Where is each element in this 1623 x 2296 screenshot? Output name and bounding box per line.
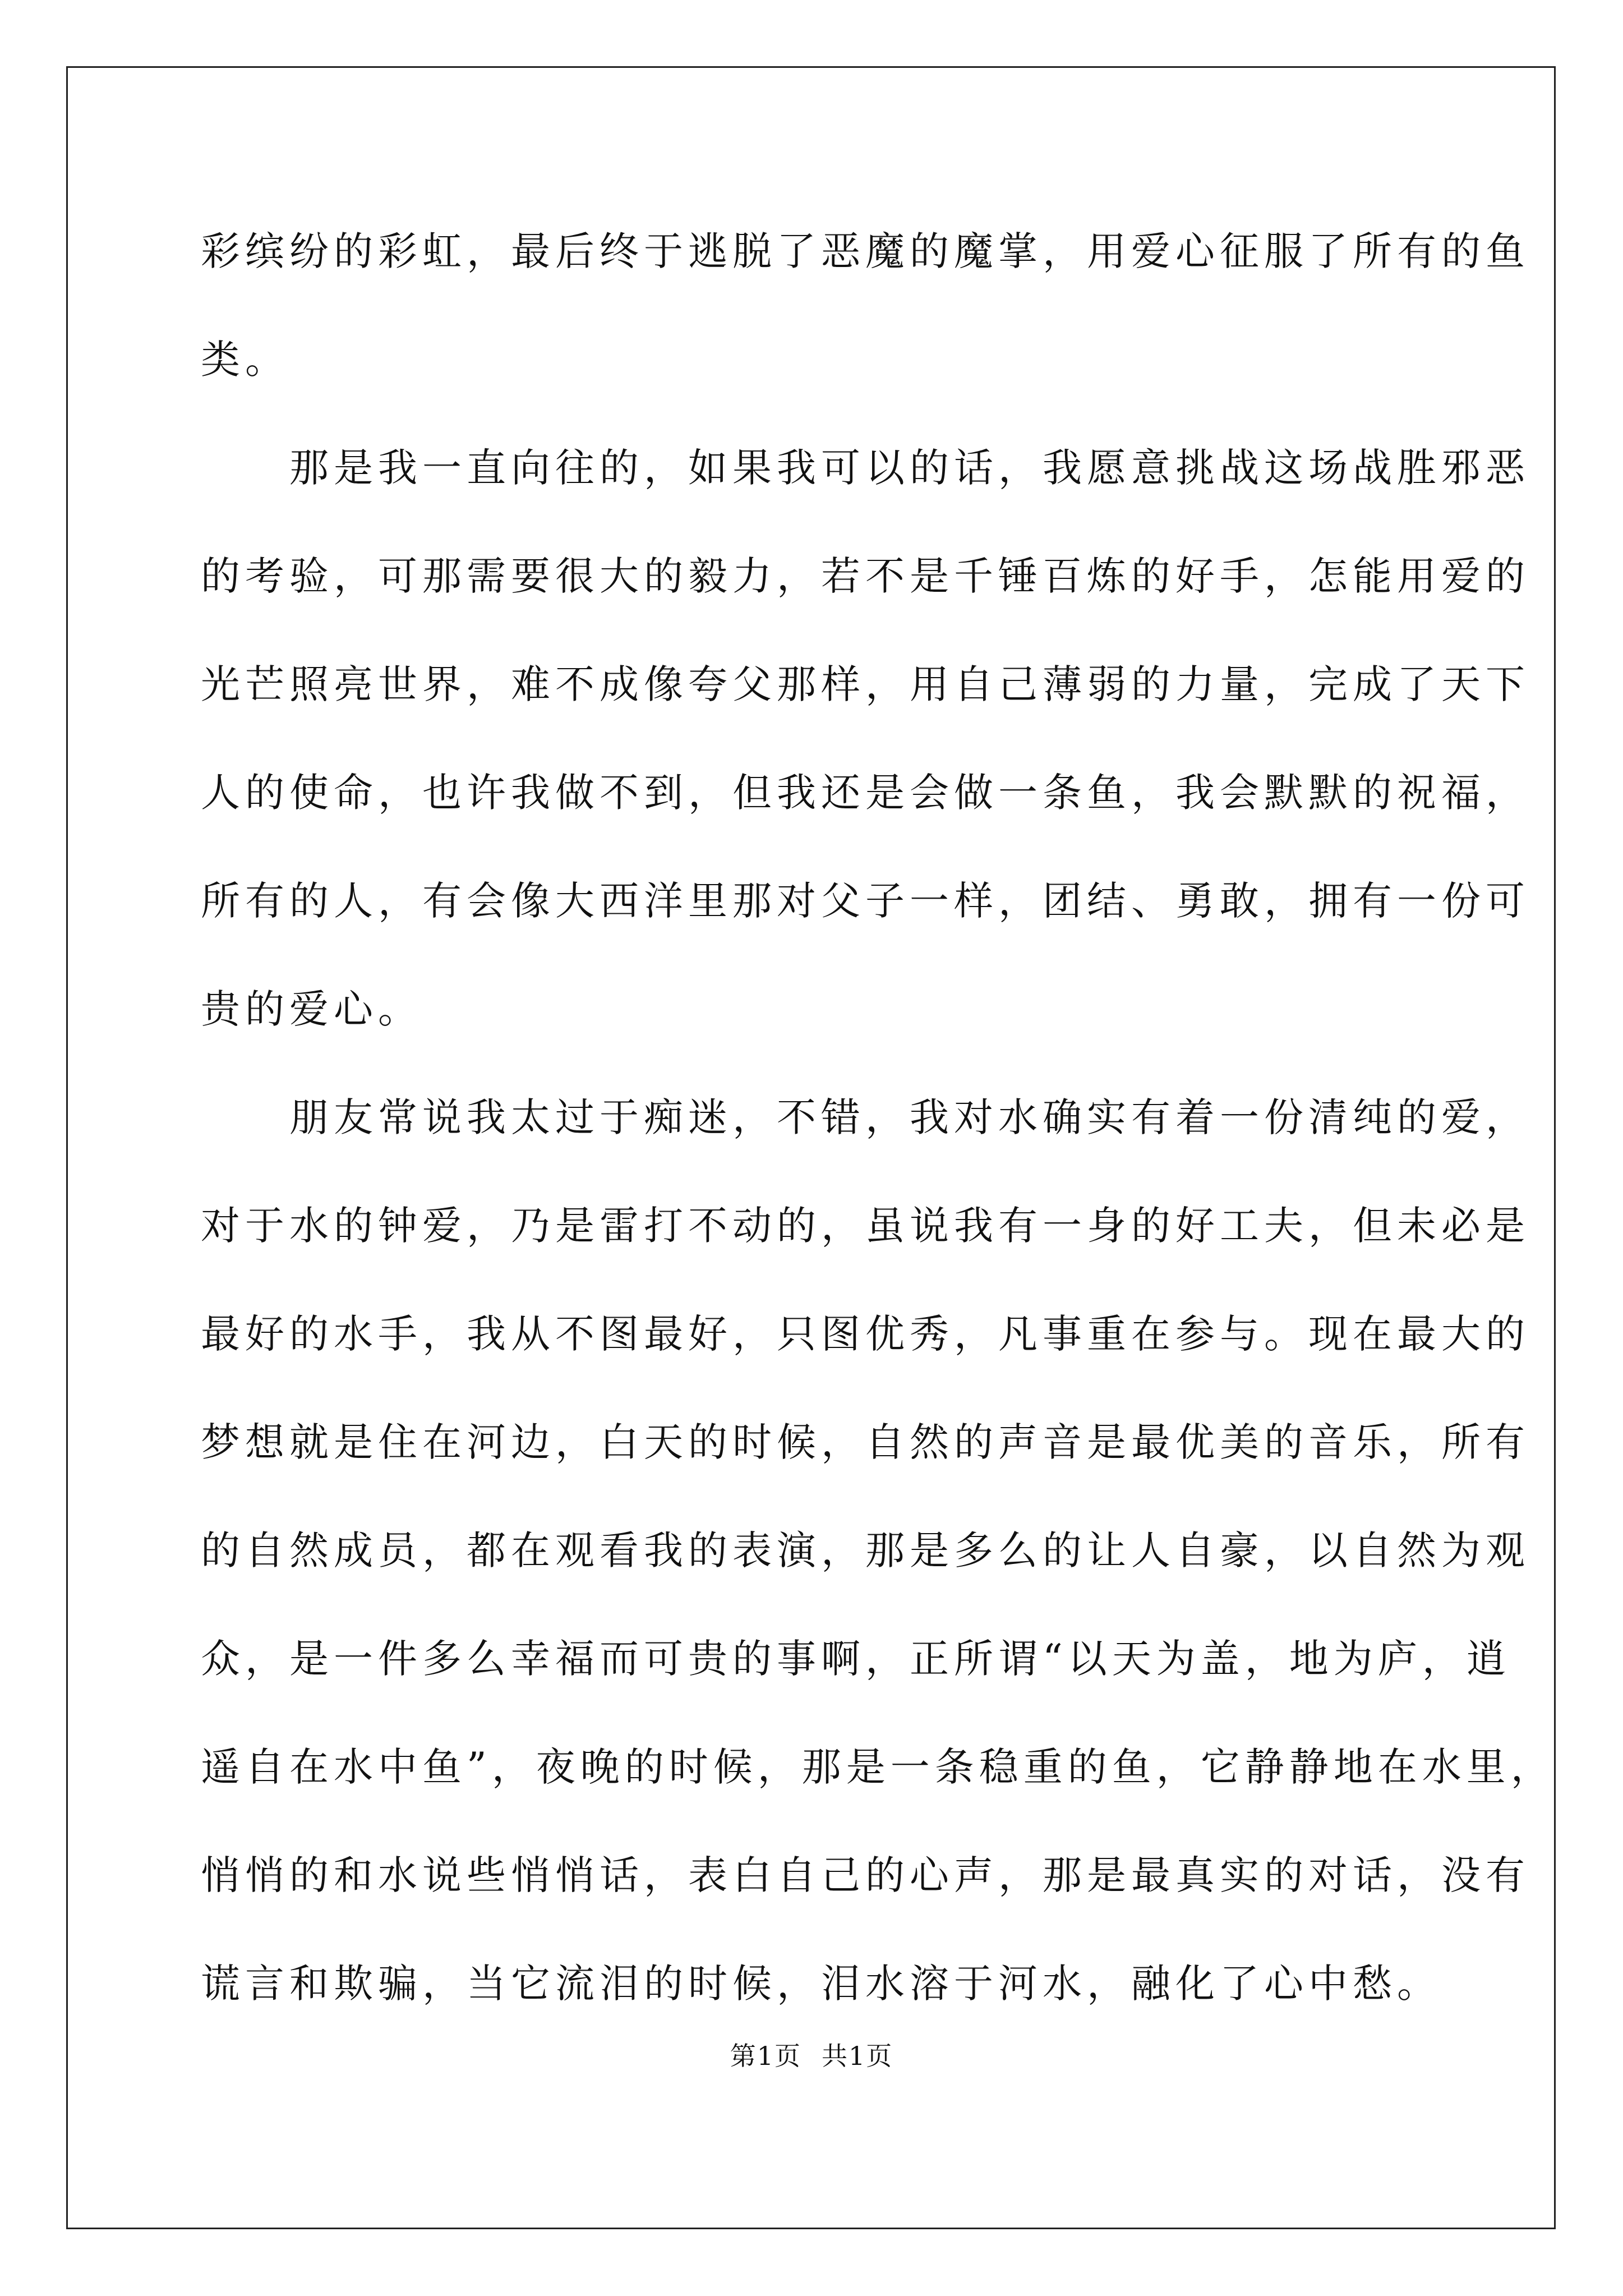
text-line: 最好的水手，我从不图最好，只图优秀，凡事重在参与。现在最大的 xyxy=(201,1311,1530,1357)
text-line: 的自然成员，都在观看我的表演，那是多么的让人自豪，以自然为观 xyxy=(201,1527,1530,1573)
text-line: 朋友常说我太过于痴迷，不错，我对水确实有着一份清纯的爱， xyxy=(201,1094,1530,1140)
text-line: 对于水的钟爱，乃是雷打不动的，虽说我有一身的好工夫，但未必是 xyxy=(201,1203,1530,1249)
document-body xyxy=(201,223,1555,2064)
text-line: 谎言和欺骗，当它流泪的时候，泪水溶于河水，融化了心中愁。 xyxy=(201,1961,1441,2007)
text-line: 所有的人，有会像大西洋里那对父子一样，团结、勇敢，拥有一份可 xyxy=(201,878,1530,924)
page-footer xyxy=(0,2039,1623,2073)
text-line: 的考验，可那需要很大的毅力，若不是千锤百炼的好手，怎能用爱的 xyxy=(201,553,1530,599)
text-line: 彩缤纷的彩虹，最后终于逃脱了恶魔的魔掌，用爱心征服了所有的鱼 xyxy=(201,228,1530,274)
text-line: 类。 xyxy=(201,337,289,383)
page-total: 共1页 xyxy=(822,2041,893,2071)
text-line: 梦想就是住在河边，白天的时候，自然的声音是最优美的音乐，所有 xyxy=(201,1419,1530,1465)
page-number: 第1页 xyxy=(730,2041,801,2071)
text-line: 悄悄的和水说些悄悄话，表白自己的心声，那是最真实的对话，没有 xyxy=(201,1852,1530,1898)
text-line: 光芒照亮世界，难不成像夸父那样，用自己薄弱的力量，完成了天下 xyxy=(201,661,1530,707)
text-line: 众，是一件多么幸福而可贵的事啊，正所谓“以天为盖，地为庐，逍 xyxy=(201,1636,1511,1682)
text-line: 那是我一直向往的，如果我可以的话，我愿意挑战这场战胜邪恶 xyxy=(201,445,1530,491)
text-line: 遥自在水中鱼”，夜晚的时候，那是一条稳重的鱼，它静静地在水里， xyxy=(201,1744,1555,1790)
text-line: 人的使命，也许我做不到，但我还是会做一条鱼，我会默默的祝福， xyxy=(201,770,1530,816)
text-line: 贵的爱心。 xyxy=(201,986,422,1032)
